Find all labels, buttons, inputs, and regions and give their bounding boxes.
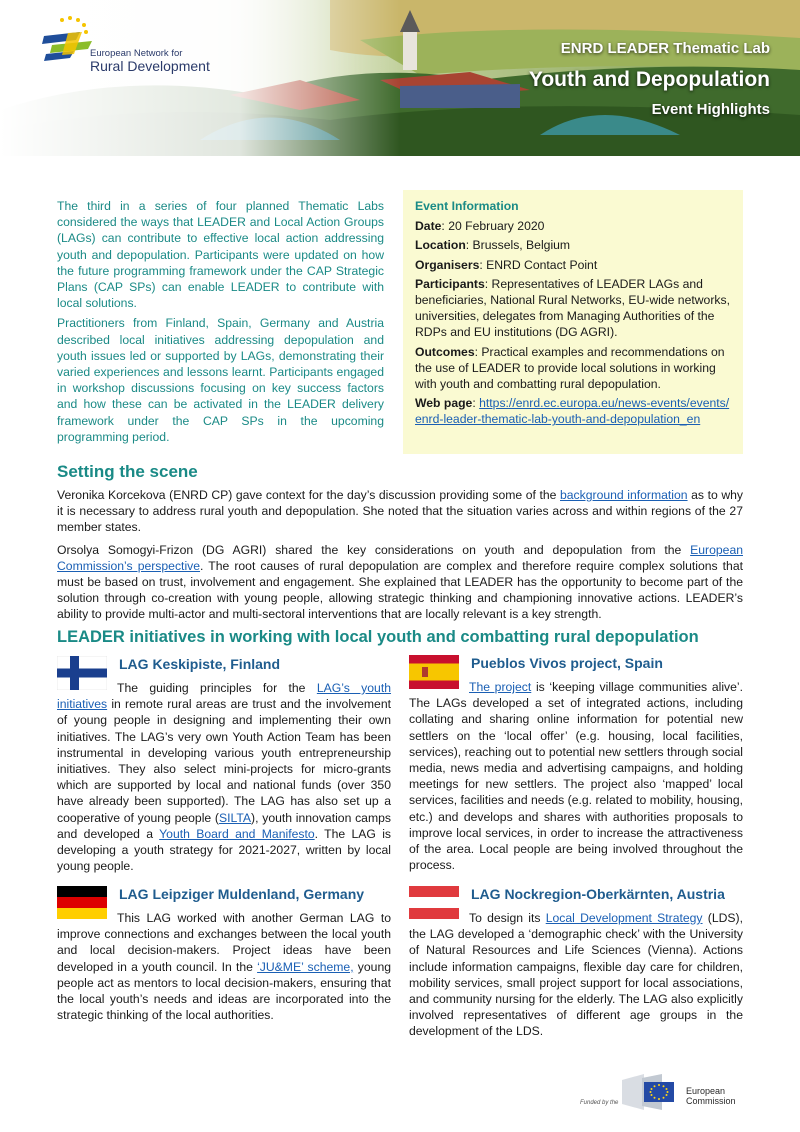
scene-p1-text-a: Veronika Korcekova (ENRD CP) gave context for the day’s discussion providing some of the bbox=[57, 488, 560, 502]
finland-text-2: in remote rural areas are trust and the involvement of young people in designing and implementing their own initiatives. The LAG’s very own Youth Action Team has been instrumental in developing various youth entrepreneurship initiatives. They also select mini-projects for micro-grants which are supported by local and national funds (over 350 have already been supported). The LAG has also set up a cooperative of young people ( bbox=[57, 697, 391, 825]
webpage-separator: : bbox=[472, 396, 480, 411]
pueblos-vivos-title: Pueblos Vivos project, Spain bbox=[471, 655, 663, 671]
banner-subtitle: Event Highlights bbox=[651, 101, 770, 118]
scene-p2-text-b: . The root causes of rural depopulation are complex and therefore require complex solutions that must be based on trust, involvement and engagement. She explained that LEADER has the opportunity to become part of the solution through co-creation with young people, allowing strategic thinking and championing innovative actions. LEADER’s ability to provide multi-actor and multi-sectoral interventions that are locally relevant is a key strength. bbox=[57, 558, 743, 622]
lag-leipziger-muldenland-section bbox=[57, 886, 391, 1023]
event-participants bbox=[415, 276, 731, 341]
austria-flag-icon bbox=[409, 886, 459, 919]
ec-line1: European bbox=[686, 1086, 726, 1096]
event-date bbox=[415, 218, 731, 234]
lag-keskipiste-text bbox=[57, 680, 391, 874]
intro-text bbox=[57, 198, 384, 449]
ec-logo-icon bbox=[622, 1074, 684, 1110]
date-label: Date bbox=[415, 219, 442, 234]
event-organisers bbox=[415, 257, 731, 273]
banner-title-main: Youth and Depopulation bbox=[528, 68, 770, 91]
finland-text-1: The guiding principles for the bbox=[117, 681, 317, 695]
event-location bbox=[415, 237, 731, 253]
location-value: : Brussels, Belgium bbox=[465, 238, 571, 253]
banner-title-small: ENRD LEADER Thematic Lab bbox=[560, 40, 770, 57]
logo-text-line2: Rural Development bbox=[90, 58, 210, 74]
the-project-link[interactable]: The project bbox=[469, 680, 532, 694]
pueblos-vivos-section bbox=[409, 655, 743, 873]
lag-keskipiste-section bbox=[57, 656, 391, 874]
scene-p2-text-a: Orsolya Somogyi-Frizon (DG AGRI) shared the key considerations on youth and depopulation from the bbox=[57, 542, 691, 557]
header-banner bbox=[0, 0, 800, 156]
event-information-box bbox=[403, 190, 743, 454]
lag-keskipiste-title: LAG Keskipiste, Finland bbox=[119, 656, 281, 672]
setting-the-scene-text bbox=[57, 487, 743, 629]
lag-youth-initiatives-link[interactable]: LAG’s youth initiatives bbox=[57, 681, 392, 712]
austria-text-1: To design its bbox=[469, 911, 546, 925]
enrd-logo bbox=[40, 14, 210, 74]
lag-nockregion-title: LAG Nockregion-Oberkärnten, Austria bbox=[471, 886, 725, 902]
organisers-label: Organisers bbox=[415, 257, 480, 272]
european-commission-perspective-link[interactable]: European Commission’s perspective bbox=[57, 542, 743, 573]
event-outcomes bbox=[415, 344, 731, 393]
lag-nockregion-section bbox=[409, 886, 743, 1040]
participants-value: : Representatives of LEADER LAGs and beneficiaries, National Rural Networks, EU-wide networks, universities, delegates from Managing Authorities of the RDPs and EU institutions (DG AGRI). bbox=[415, 276, 730, 340]
finland-flag-icon bbox=[57, 656, 107, 690]
finland-text-4: . The LAG is developing a youth strategy for 2021-2027, written by local young people. bbox=[57, 826, 391, 874]
webpage-link[interactable]: https://enrd.ec.europa.eu/news-events/events/enrd-leader-thematic-lab-youth-and-depopulation_en bbox=[415, 396, 730, 427]
date-value: : 20 February 2020 bbox=[441, 219, 545, 234]
scene-paragraph-2 bbox=[57, 542, 743, 623]
germany-text-2: young people act as mentors to local decision-makers, ensuring that the local youth’s needs and ideas are incorporated into the strategic thinking of the local authorities. bbox=[57, 959, 392, 1023]
setting-the-scene-heading: Setting the scene bbox=[57, 462, 198, 481]
germany-text-1: This LAG worked with another German LAG to improve connections and exchanges between the local youth and local decision-makers. Project ideas have been developed in a youth council. In the bbox=[57, 911, 391, 974]
austria-text-2: (LDS), the LAG developed a ‘demographic check’ with the University of Natural Resources and Life Sciences (Vienna). Actions include information campaigns, flexible day care for children, mobility services, small project support for local associations, and community nursing for the elderly. The LAG also explicitly involved representatives of different age groups in the development of the LDS. bbox=[409, 911, 743, 1039]
silta-link[interactable]: SILTA bbox=[218, 810, 252, 825]
participants-label: Participants bbox=[415, 276, 485, 291]
organisers-value: : ENRD Contact Point bbox=[479, 257, 598, 272]
outcomes-value: : Practical examples and recommendations on the use of LEADER to provide local solutions in working with youth and combatting rural depopulation. bbox=[415, 344, 725, 392]
intro-paragraph-2: Practitioners from Finland, Spain, Germany and Austria described local initiatives addressing depopulation and youth issues led or supported by LAGs, demonstrating their varied experiences and lessons learnt. Participants engaged in workshop discussions focusing on key success factors and how these can be activated in the LEADER delivery framework under the CAP SPs in the upcoming programming period. bbox=[57, 316, 384, 444]
scene-paragraph-1 bbox=[57, 487, 743, 536]
funded-by-text: Funded by the bbox=[580, 1100, 619, 1106]
lag-leipziger-muldenland-text bbox=[57, 910, 391, 1023]
ec-funding-logo bbox=[580, 1072, 750, 1112]
webpage-label: Web page bbox=[415, 396, 473, 411]
lag-nockregion-text bbox=[409, 910, 743, 1040]
intro-paragraph-1: The third in a series of four planned Thematic Labs considered the ways that LEADER and Local Action Groups (LAGs) can contribute to effective local action addressing youth and depopulation. Participants were updated on how the future programming framework under the CAP Strategic Plans (CAP SPs) can enable LEADER to contribute with local solutions. bbox=[57, 199, 384, 311]
finland-text-3: ), youth innovation camps and developed a bbox=[57, 810, 391, 841]
local-development-strategy-link[interactable]: Local Development Strategy bbox=[545, 911, 703, 925]
outcomes-label: Outcomes bbox=[415, 344, 475, 359]
spain-text-1: is ‘keeping village communities alive’. The LAGs developed a set of integrated actions, including collating and sharing online information for potential new settlers on the ‘local offer’ (e.g. housing, local facilities, services), reaching out to potential new settlers through social media, news media and advertising campaigns, and holding meetings for new settlers. The project also ‘mapped’ local services, facilities and needs (e.g. related to mobility, housing, etc.) and develops and shares with authorities proposals to improve local services, in order to increase the attractiveness of the area. Local people are being involved throughout the process. bbox=[409, 680, 743, 873]
scene-p1-text-b: as to why it is necessary to address rural youth and depopulation. She noted that the situation varies across and within regions of the 27 member states. bbox=[57, 488, 743, 535]
germany-flag-icon bbox=[57, 886, 107, 919]
ec-name bbox=[686, 1086, 736, 1106]
background-information-link[interactable]: background information bbox=[560, 488, 688, 502]
youth-board-manifesto-link[interactable]: Youth Board and Manifesto bbox=[159, 826, 315, 841]
lag-leipziger-muldenland-title: LAG Leipziger Muldenland, Germany bbox=[119, 886, 365, 902]
event-webpage bbox=[415, 395, 731, 427]
ju-me-scheme-link[interactable]: ‘JU&ME’ scheme, bbox=[257, 959, 354, 974]
ec-line2: Commission bbox=[686, 1096, 736, 1106]
logo-text-line1: European Network for bbox=[90, 48, 183, 59]
spain-flag-icon bbox=[409, 655, 459, 689]
leader-initiatives-heading: LEADER initiatives in working with local youth and combatting rural depopulation bbox=[57, 628, 699, 646]
event-info-heading: Event Information bbox=[415, 199, 519, 213]
pueblos-vivos-text bbox=[409, 679, 743, 873]
location-label: Location bbox=[415, 238, 466, 253]
